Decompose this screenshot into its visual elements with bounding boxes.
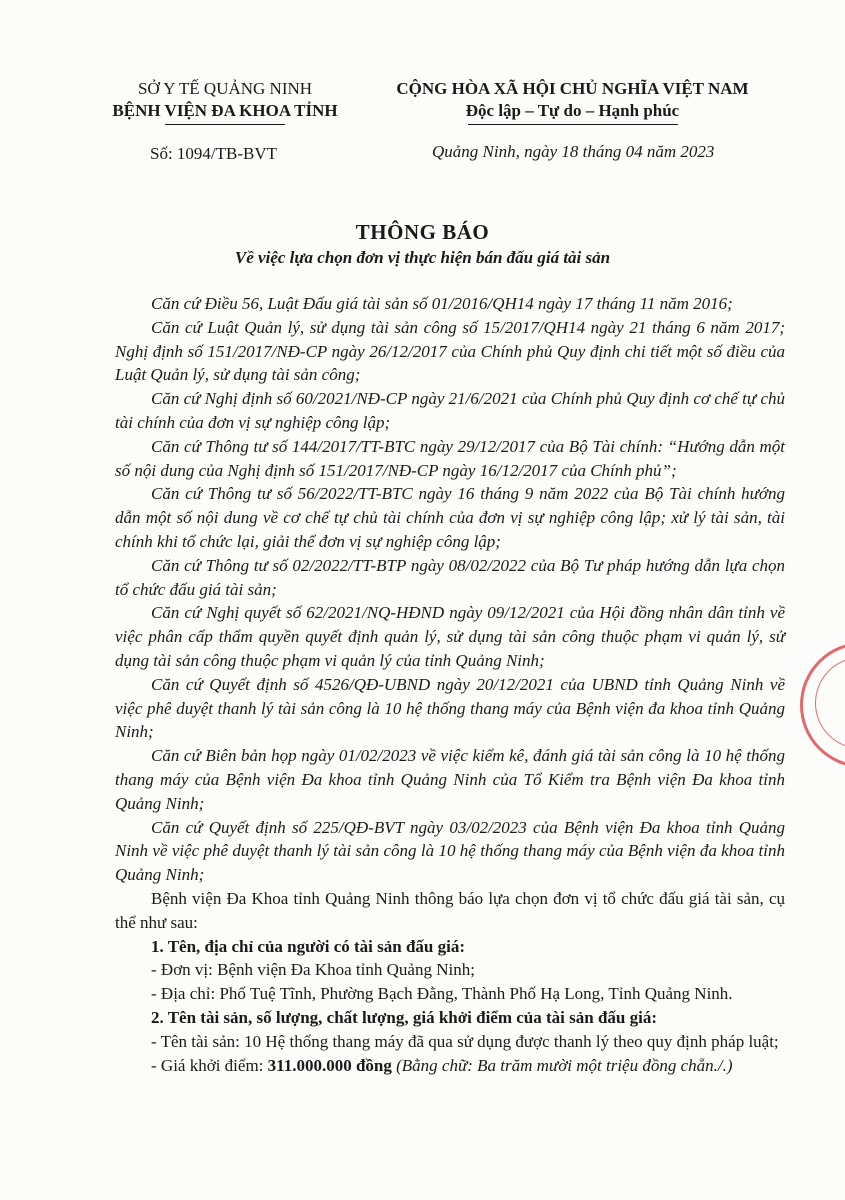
- legal-basis-5: Căn cứ Thông tư số 56/2022/TT-BTC ngày 16 tháng 9 năm 2022 của Bộ Tài chính hướng dẫn một số nội dung về cơ chế tự chủ tài chính của đơn vị sự nghiệp công lập; xử lý tài sản, tài chính khi tổ chức lại, giải thể đơn vị sự nghiệp công lập;: [115, 484, 785, 551]
- section1-unit: - Đơn vị: Bệnh viện Đa Khoa tỉnh Quảng Ninh;: [151, 960, 475, 980]
- motto-underline: [468, 124, 678, 125]
- document-title: THÔNG BÁO: [355, 220, 490, 244]
- document-date: Quảng Ninh, ngày 18 tháng 04 năm 2023: [432, 142, 715, 161]
- price-in-words: (Bằng chữ: Ba trăm mười một triệu đồng chẵn./.): [391, 1055, 733, 1075]
- motto: Độc lập – Tự do – Hạnh phúc: [465, 101, 680, 120]
- red-seal-stamp: [800, 642, 845, 768]
- price-label: - Giá khởi điểm:: [151, 1055, 268, 1075]
- legal-basis-10: Căn cứ Quyết định số 225/QĐ-BVT ngày 03/02/2023 của Bệnh viện Đa khoa tỉnh Quảng Ninh về việc phê duyệt thanh lý tài sản công là 10 hệ thống thang máy của Bệnh viện đa khoa tỉnh Quảng Ninh;: [115, 817, 785, 885]
- section1-heading: 1. Tên, địa chỉ của người có tài sản đấu giá:: [151, 936, 466, 956]
- issuing-agency: [95, 78, 355, 125]
- section2-price: [115, 1054, 785, 1078]
- legal-basis-9: Căn cứ Biên bản họp ngày 01/02/2023 về việc kiểm kê, đánh giá tài sản công là 10 hệ thống thang máy của Bệnh viện Đa khoa tỉnh Quảng Ninh của Tổ Kiểm tra Bệnh viện Đa khoa tỉnh Quảng Ninh;: [115, 746, 785, 813]
- document-body: [115, 292, 785, 1077]
- legal-basis-2: Căn cứ Luật Quản lý, sử dụng tài sản công số 15/2017/QH14 ngày 21 tháng 6 năm 2017; Nghị định số 151/2017/NĐ-CP ngày 26/12/2017 của Chính phủ Quy định chi tiết một số điều của Luật Quản lý, sử dụng tài sản công;: [115, 317, 785, 385]
- legal-basis-4: Căn cứ Thông tư số 144/2017/TT-BTC ngày 29/12/2017 của Bộ Tài chính: “Hướng dẫn một số nội dung của Nghị định số 151/2017/NĐ-CP ngày 16/12/2017 của Chính phủ”;: [115, 436, 785, 480]
- document-number: Số: 1094/TB-BVT: [150, 144, 278, 163]
- intro-paragraph: Bệnh viện Đa Khoa tỉnh Quảng Ninh thông báo lựa chọn đơn vị tổ chức đấu giá tài sản, cụ thể như sau:: [115, 888, 785, 932]
- price-value: 311.000.000 đồng: [267, 1055, 392, 1075]
- section2-heading: 2. Tên tài sản, số lượng, chất lượng, giá khởi điểm của tài sản đấu giá:: [151, 1007, 657, 1027]
- agency-parent: SỞ Y TẾ QUẢNG NINH: [137, 79, 313, 98]
- section1-address: - Địa chỉ: Phố Tuệ Tĩnh, Phường Bạch Đằng, Thành Phố Hạ Long, Tỉnh Quảng Ninh.: [151, 984, 733, 1004]
- legal-basis-3: Căn cứ Nghị định số 60/2021/NĐ-CP ngày 21/6/2021 của Chính phủ Quy định cơ chế tự chủ tài chính của đơn vị sự nghiệp công lập;: [115, 389, 785, 432]
- legal-basis-1: Căn cứ Điều 56, Luật Đấu giá tài sản số 01/2016/QH14 ngày 17 tháng 11 năm 2016;: [151, 294, 733, 313]
- agency-underline: [165, 124, 285, 125]
- country-name: CỘNG HÒA XÃ HỘI CHỦ NGHĨA VIỆT NAM: [396, 79, 749, 98]
- legal-basis-7: Căn cứ Nghị quyết số 62/2021/NQ-HĐND ngày 09/12/2021 của Hội đồng nhân dân tỉnh về việc phân cấp thẩm quyền quyết định quản lý, sử dụng tài sản công thuộc phạm vi quản lý, sử dụng tài sản công thuộc phạm vi quản lý của tỉnh Quảng Ninh;: [115, 603, 785, 670]
- agency-name: BỆNH VIỆN ĐA KHOA TỈNH: [112, 101, 338, 120]
- legal-basis-6: Căn cứ Thông tư số 02/2022/TT-BTP ngày 08/02/2022 của Bộ Tư pháp hướng dẫn lựa chọn tổ chức đấu giá tài sản;: [115, 555, 785, 599]
- section2-asset: - Tên tài sản: 10 Hệ thống thang máy đã qua sử dụng được thanh lý theo quy định pháp luật;: [151, 1031, 779, 1051]
- document-subtitle: Về việc lựa chọn đơn vị thực hiện bán đấu giá tài sản: [234, 248, 611, 267]
- national-motto: [375, 78, 770, 125]
- legal-basis-8: Căn cứ Quyết định số 4526/QĐ-UBND ngày 20/12/2021 của UBND tỉnh Quảng Ninh về việc phê duyệt thanh lý tài sản công là 10 hệ thống thang máy của Bệnh viện đa khoa tỉnh Quảng Ninh;: [115, 674, 785, 742]
